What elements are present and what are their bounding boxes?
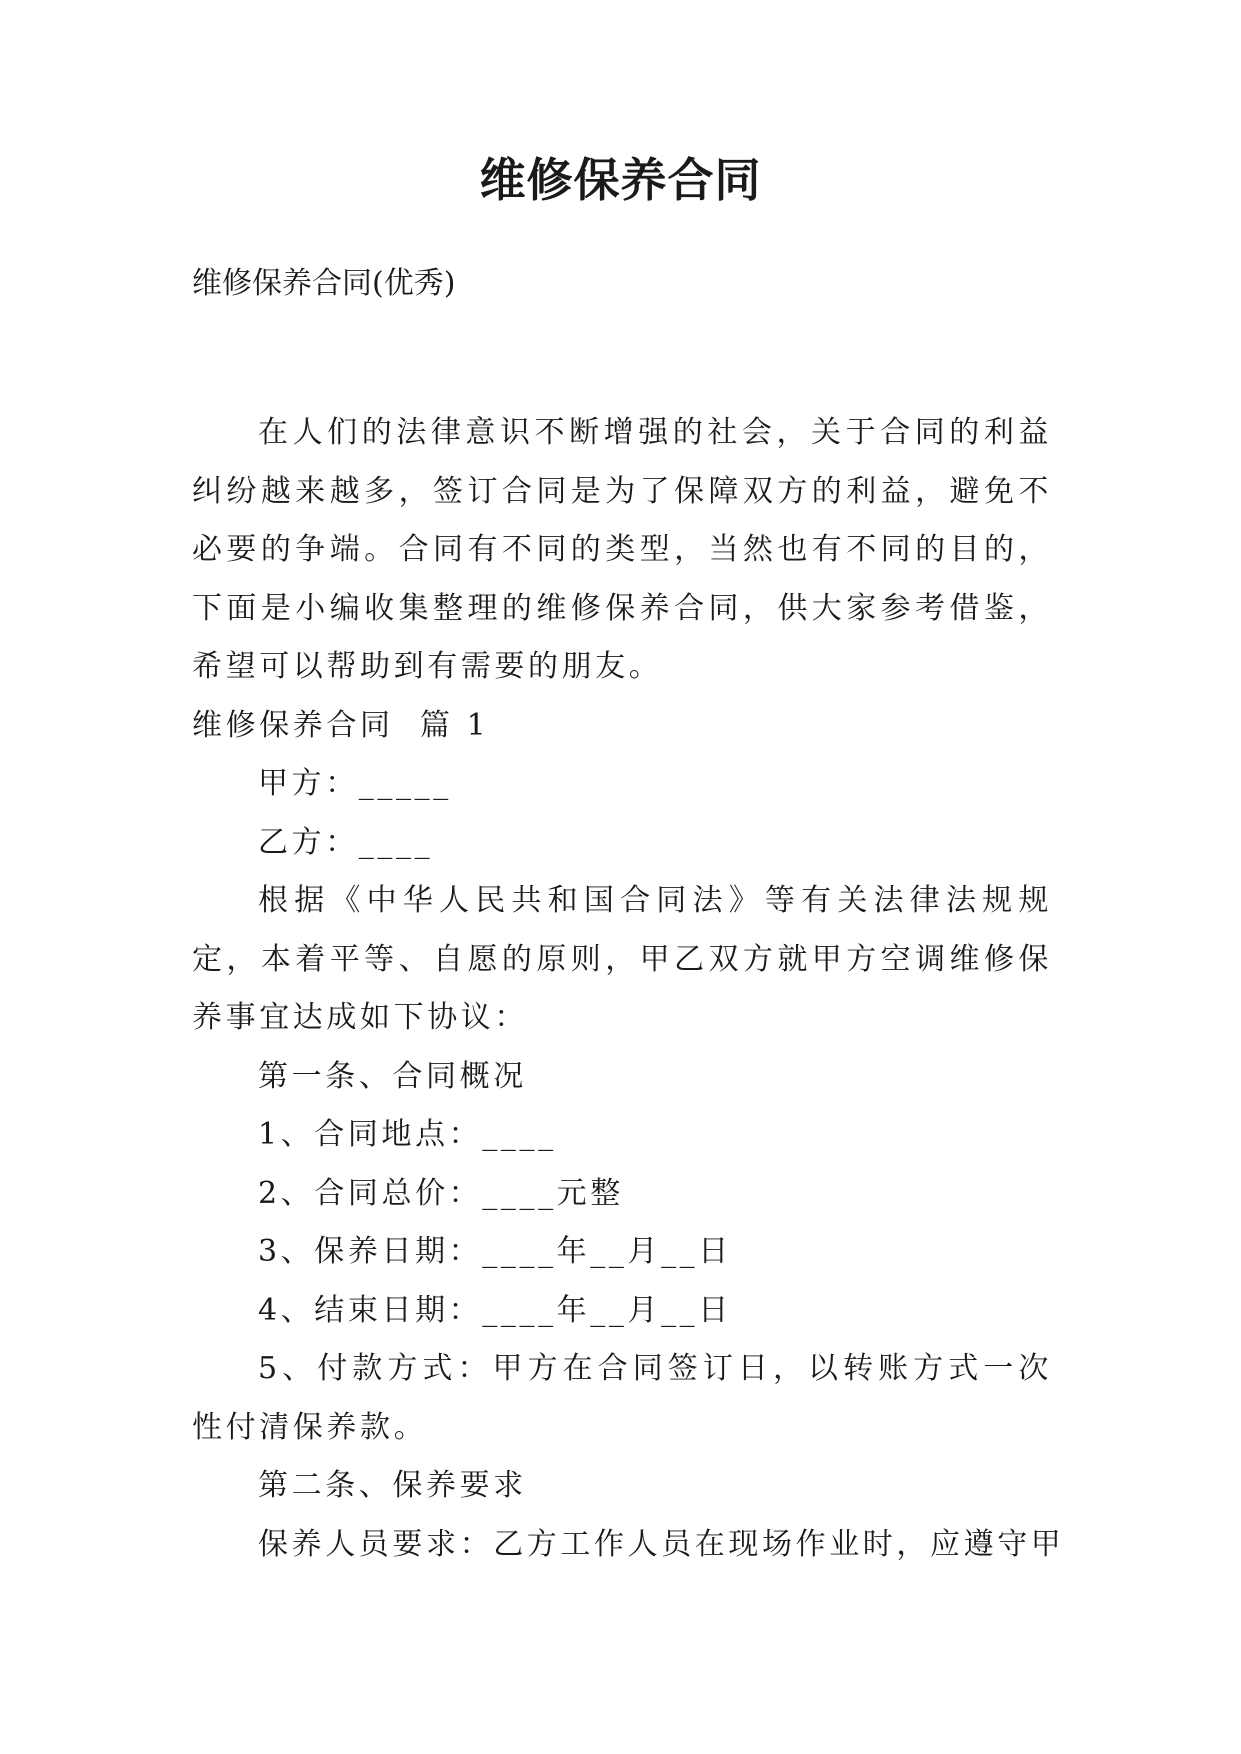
maintenance-date-item: 3、保养日期：____年__月__日 bbox=[258, 1234, 732, 1269]
basis-paragraph: 根据《中华人民共和国合同法》等有关法律法规规定，本着平等、自愿的原则，甲乙双方就甲方空调维修保养事宜达成如下协议： bbox=[192, 883, 1052, 1035]
staff-requirement-paragraph: 保养人员要求：乙方工作人员在现场作业时，应遵守甲 bbox=[258, 1526, 1065, 1562]
payment-method-item: 5、付款方式：甲方在合同签订日，以转账方式一次性付清保养款。 bbox=[192, 1351, 1052, 1445]
end-date-item: 4、结束日期：____年__月__日 bbox=[258, 1292, 732, 1328]
intro-paragraph: 在人们的法律意识不断增强的社会，关于合同的利益纠纷越来越多，签订合同是为了保障双方的利益，避免不必要的争端。合同有不同的类型，当然也有不同的目的，下面是小编收集整理的维修保养合同，供大家参考借鉴，希望可以帮助到有需要的朋友。 bbox=[192, 415, 1052, 684]
document-subtitle: 维修保养合同(优秀) bbox=[192, 266, 456, 301]
contract-location-item: 1、合同地点：____ bbox=[258, 1117, 557, 1152]
article-1-heading: 第一条、合同概况 bbox=[258, 1058, 527, 1094]
contract-price-item: 2、合同总价：____元整 bbox=[258, 1175, 624, 1211]
party-b-line: 乙方：____ bbox=[258, 824, 434, 860]
document-body bbox=[192, 404, 1065, 1574]
document-title: 维修保养合同 bbox=[479, 153, 762, 207]
article-2-heading: 第二条、保养要求 bbox=[258, 1468, 527, 1503]
party-a-line: 甲方：_____ bbox=[258, 766, 452, 801]
section-heading: 维修保养合同 篇 1 bbox=[192, 707, 490, 743]
